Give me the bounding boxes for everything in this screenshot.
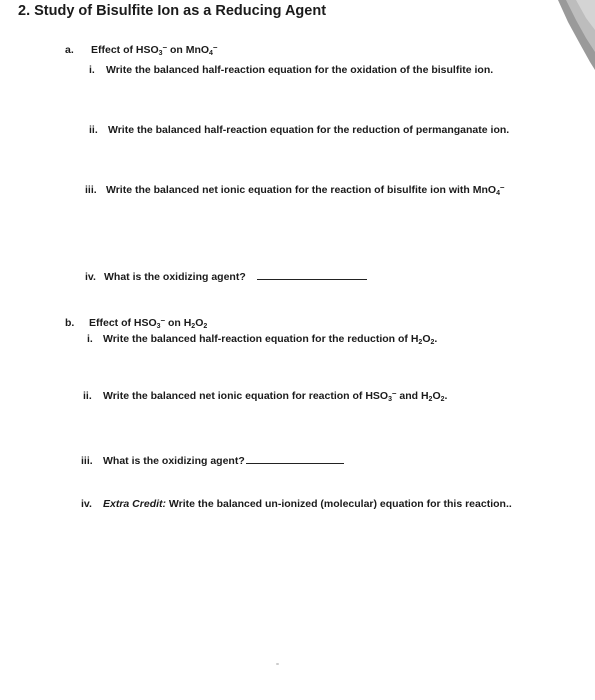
part-b-heading: b. Effect of $HSO_3^-$ on $H_2O_2$ [65,316,208,330]
part-b-label: b. [65,317,75,329]
paper-corner-shadow [550,0,595,70]
part-b-item-iii: iii. What is the oxidizing agent? [81,453,344,467]
extra-credit-label: Extra Credit: [103,498,167,510]
question-title: 2. Study of Bisulfite Ion as a Reducing Agent [18,3,327,19]
paper-speck [276,663,279,665]
part-a-item-iii: iii. Write the balanced net ionic equation for the reaction of bisulfite ion with MnO$_4$– [85,183,505,197]
part-b-item-i: i. Write the balanced half-reaction equation for the reduction of $H_2O_2$. [87,333,438,346]
part-a-label: a. [65,44,74,56]
part-a-heading: a. Effect of $HSO_3^-$ on MnO$_4$– [65,43,218,57]
answer-blank[interactable] [257,269,367,280]
part-a-item-iv: iv. What is the oxidizing agent? [85,269,367,283]
part-b-item-ii: ii. Write the balanced net ionic equation for reaction of $HSO_3^-$ and $H_2O_2$. [83,389,448,403]
part-a-item-i: i. Write the balanced half-reaction equation for the oxidation of the bisulfite ion. [89,64,494,76]
part-b-item-iv: iv. Extra Credit: Write the balanced un-ionized (molecular) equation for this reaction.. [81,498,512,510]
answer-blank[interactable] [246,453,344,464]
part-a-item-ii: ii. Write the balanced half-reaction equation for the reduction of permanganate ion. [89,124,510,136]
